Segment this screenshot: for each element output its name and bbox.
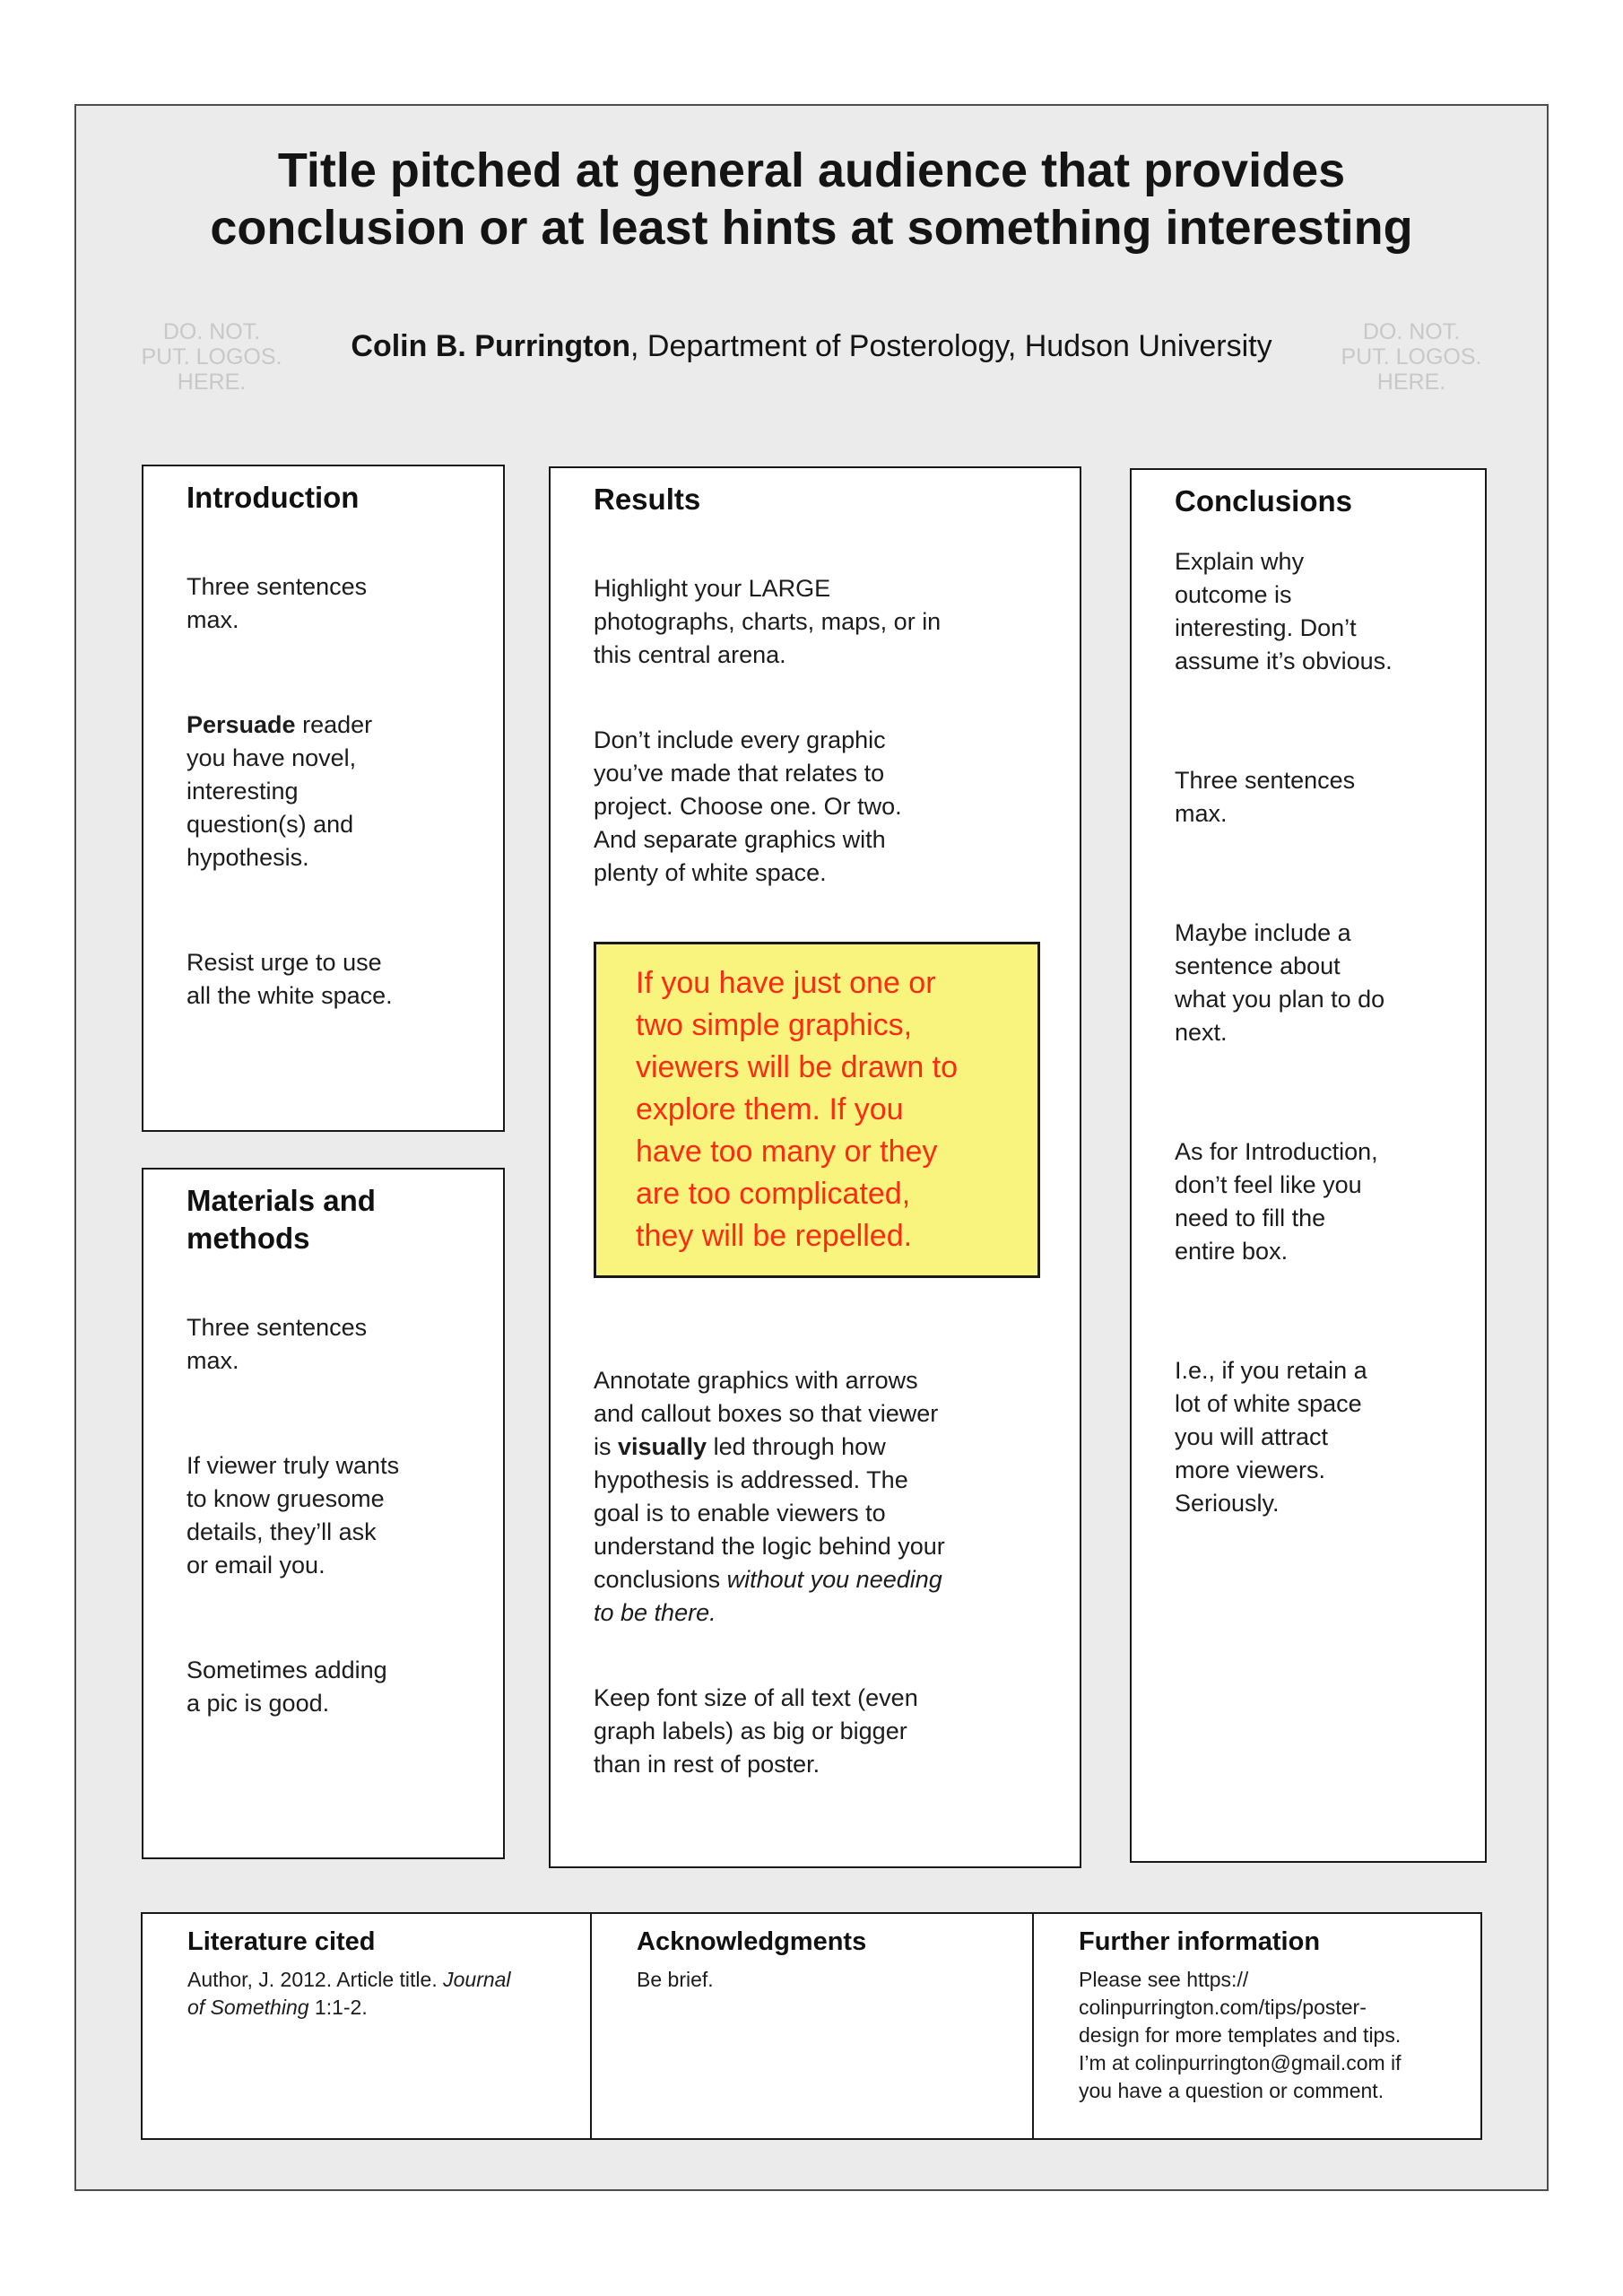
poster-title: Title pitched at general audience that provides conclusion or at least hints at something interesting xyxy=(210,144,1413,255)
section-further-information xyxy=(1032,1912,1482,2140)
acknowledgments-body: Be brief. xyxy=(637,1968,714,1991)
logo-placeholder-left: DO. NOT. PUT. LOGOS. HERE. xyxy=(141,319,282,395)
further-body: Please see https:// colinpurrington.com/tips/poster- design for more templates and tips. I’m at colinpurrington@gmail.com if you have a question or comment. xyxy=(1079,1968,1402,2102)
section-materials-methods xyxy=(142,1168,505,1859)
logo-placeholder-right: DO. NOT. PUT. LOGOS. HERE. xyxy=(1341,319,1482,395)
section-conclusions xyxy=(1130,468,1487,1863)
materials-heading: Materials and methods xyxy=(187,1184,376,1255)
section-acknowledgments xyxy=(590,1912,1034,2140)
literature-heading: Literature cited xyxy=(187,1927,376,1956)
literature-body: Author, J. 2012. Article title. Journal of Something 1:1-2. xyxy=(187,1968,511,2019)
results-body-top: Highlight your LARGE photographs, charts, maps, or in this central arena. Don’t include every graphic you’ve made that relates to project. Choose one. Or two. And separate graphics with plenty of white space. xyxy=(594,575,942,886)
conclusions-body: Explain why outcome is interesting. Don’t assume it’s obvious. Three sentences max. Maybe include a sentence about what you plan to do next. As for Introduction, don’t feel like you need to fill the entire box. I.e., if you retain a lot of white space you will attract more viewers. Seriously. xyxy=(1175,548,1393,1517)
poster-sheet xyxy=(74,104,1549,2191)
section-results xyxy=(549,466,1081,1868)
conclusions-heading: Conclusions xyxy=(1175,484,1353,517)
further-heading: Further information xyxy=(1079,1927,1321,1956)
results-body-bottom: Annotate graphics with arrows and callout boxes so that viewer is visually led through how hypothesis is addressed. The goal is to enable viewers to understand the logic behind your conclusions without you needing to be there. Keep font size of all text (even graph labels) as big or bigger than in rest of poster. xyxy=(594,1367,945,1778)
results-heading: Results xyxy=(594,483,701,516)
author-affiliation: , Department of Posterology, Hudson University xyxy=(630,329,1272,363)
introduction-body: Three sentences max. Persuade reader you have novel, interesting question(s) and hypothesis. Resist urge to use all the white space. xyxy=(187,573,393,1009)
section-literature-cited xyxy=(141,1912,592,2140)
acknowledgments-heading: Acknowledgments xyxy=(637,1927,867,1956)
materials-body: Three sentences max. If viewer truly wants to know gruesome details, they’ll ask or email you. Sometimes adding a pic is good. xyxy=(187,1314,400,1717)
section-introduction xyxy=(142,465,505,1132)
results-callout-box: If you have just one or two simple graphics, viewers will be drawn to explore them. If you have too many or they are too complicated, they will be repelled. xyxy=(594,942,1040,1278)
introduction-heading: Introduction xyxy=(187,481,360,514)
author-name: Colin B. Purrington xyxy=(351,329,631,363)
